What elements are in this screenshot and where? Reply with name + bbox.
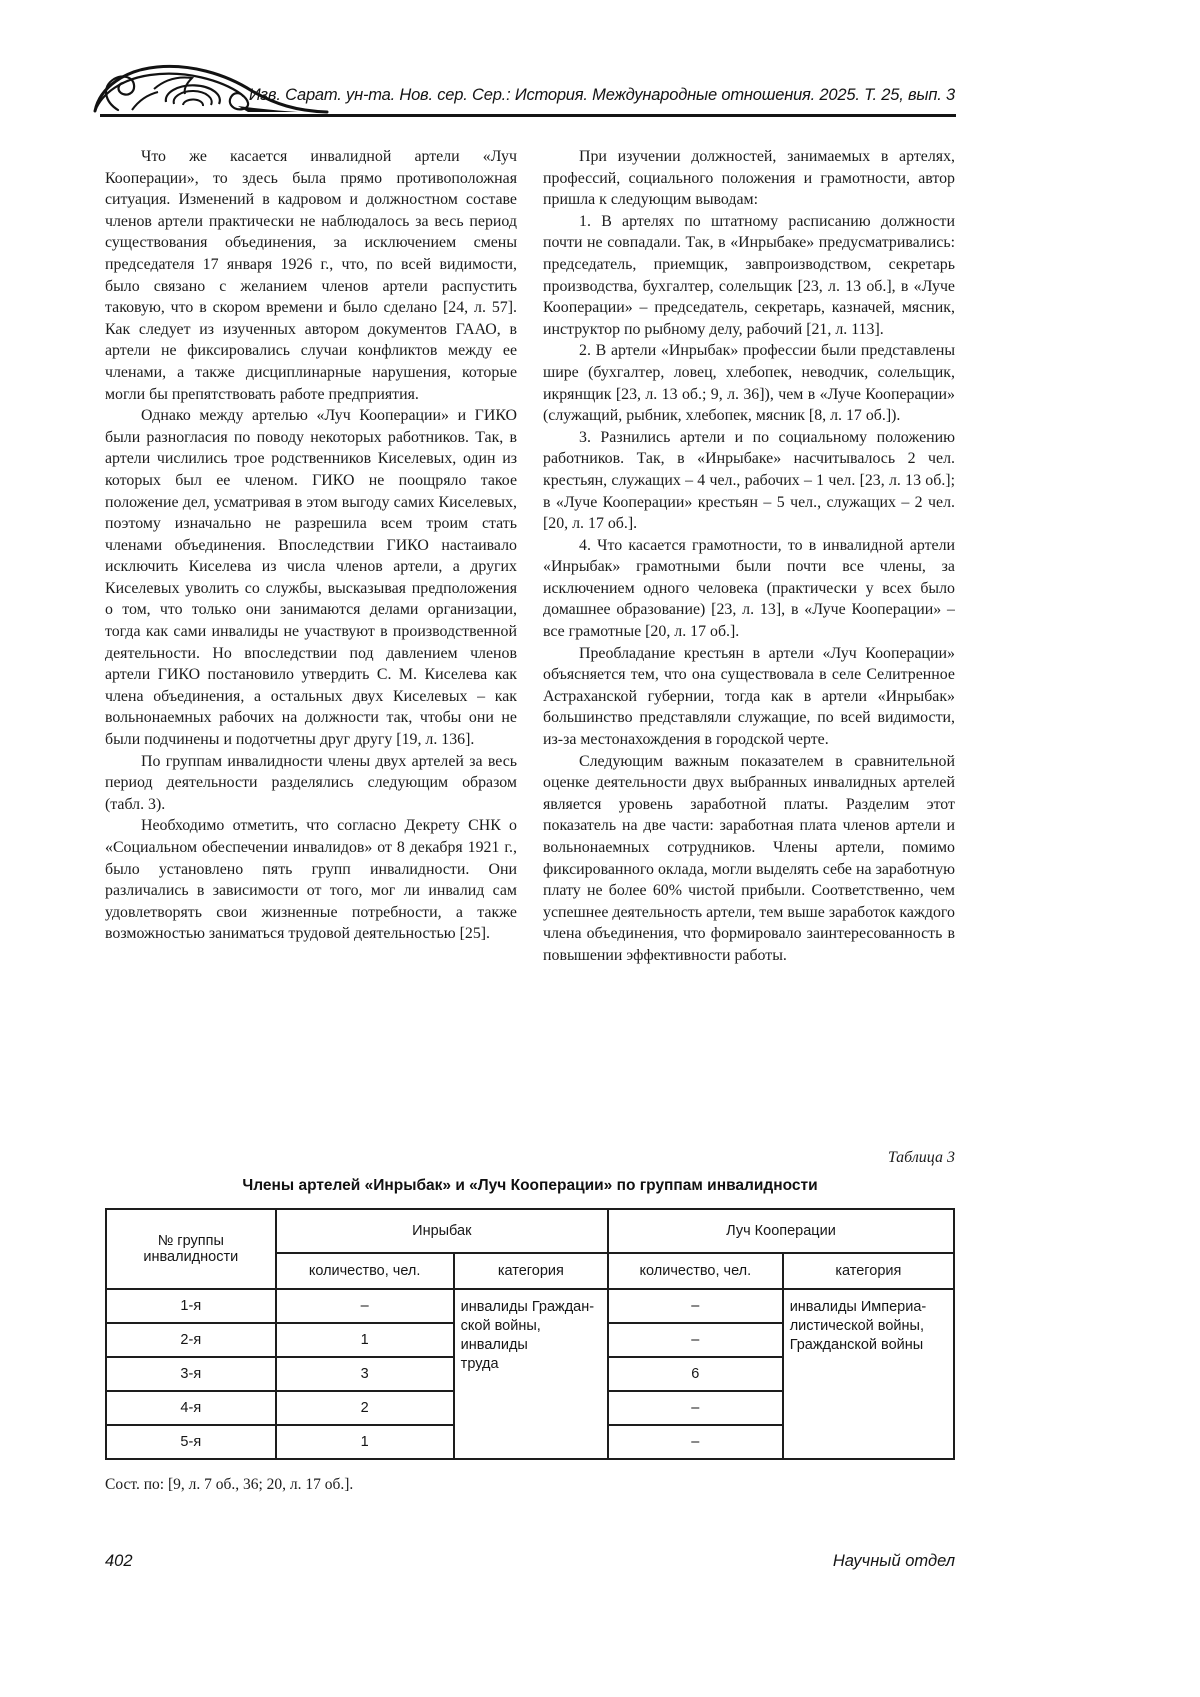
paragraph-right-5: 4. Что касается грамотности, то в инвалидной артели «Инрыбак» грамотными были почти все члены, за исключением одного человека (практически у всех было домашнее образование) [23, л. 13], в «Луче Кооперации» – все грамотные [20, л. 17 об.]. [543,536,955,641]
paragraph-right-1: При изучении должностей, занимаемых в артелях, профессий, социального положения и грамотности, автор пришла к следующим выводам: [543,148,955,209]
col-header-group-number: № группы инвалидности [106,1209,276,1289]
col-header-luch-category: категория [783,1253,954,1289]
paragraph-right-3: 2. В артели «Инрыбак» профессии были представлены шире (бухгалтер, ловец, хлебопек, неводчик, солельщик, икрянщик [23, л. 13 об.; 9, л. 36]), чем в «Луче Кооперации» (служащий, рыбник, хлебопек, мясник [8, л. 17 об.]). [543,342,955,425]
paragraph-right-4: 3. Разнились артели и по социальному положению работников. Так, в «Инрыбаке» насчитывалось 2 чел. крестьян, служащих – 4 чел., рабочих – 1 чел. [23, л. 13 об.]; в «Луче Кооперации» крестьян – 5 чел., служащих – 2 чел. [20, л. 17 об.]. [543,428,955,533]
cell-inrybak-count-1: – [276,1289,454,1323]
cell-luch-count-3: 6 [608,1357,783,1391]
col-header-luch-kooperacii: Луч Кооперации [608,1209,954,1253]
header-rule [100,114,956,117]
cell-inrybak-count-4: 2 [276,1391,454,1425]
page-number: 402 [105,1552,133,1570]
cell-luch-count-1: – [608,1289,783,1323]
col-header-luch-count: количество, чел. [608,1253,783,1289]
journal-header-line: Изв. Сарат. ун-та. Нов. сер. Сер.: История. Международные отношения. 2025. Т. 25, вып. 3 [248,86,955,104]
article-body [105,146,955,967]
cell-group-5: 5-я [106,1425,276,1459]
invalidity-groups-table [105,1208,955,1460]
col-header-inrybak-category: категория [454,1253,608,1289]
running-section-title: Научный отдел [832,1552,955,1570]
paragraph-right-2: 1. В артелях по штатному расписанию должности почти не совпадали. Так, в «Инрыбаке» предусматривались: председатель, приемщик, завпроизводством, секретарь производства, бухгалтер, солельщик [23, л. 13 об.], в «Луче Кооперации» – председатель, секретарь, казначей, мясник, инструктор по рыбному делу, рабочий [21, л. 113]. [543,212,955,338]
cell-group-1: 1-я [106,1289,276,1323]
paragraph-left-1: Что же касается инвалидной артели «Луч Кооперации», то здесь была прямо противоположная ситуация. Изменений в кадровом и должностном составе членов артели практически не наблюдалось за весь период существования объединения, за исключением смены председателя 17 января 1926 г., что, по всей видимости, было связано с желанием членов артели распустить таковую, что в скором времени и было сделано [24, л. 57]. Как следует из изученных автором документов ГААО, в артели не фиксировались случаи конфликтов между ее членами, а также дисциплинарные нарушения, которые могли бы препятствовать работе предприятия. [105,148,517,403]
table-header-row-1 [106,1209,954,1253]
cell-luch-count-4: – [608,1391,783,1425]
paragraph-left-2: Однако между артелью «Луч Кооперации» и ГИКО были разногласия по поводу некоторых работников. Так, в артели числились трое родственников Киселевых, один из которых был ее членом. ГИКО не поощряло такое положение дел, усматривая в этом выгоду самих Киселевых, поэтому изначально не разрешила всем троим стать членами объединения. Впоследствии ГИКО настаивало исключить Киселева из числа членов артели, а других Киселевых уволить со службы, высказывая предположения о том, что только они занимаются делами организации, тогда как сами инвалиды не участвуют в производственной деятельности. Но впоследствии под давлением членов артели ГИКО постановило утвердить С. М. Киселева как члена объединения, а остальных двух Киселевых – как вольнонаемных рабочих на должности так, чтобы они не были подчинены и подотчетны друг другу [19, л. 136]. [105,407,517,749]
article-text-right-column [543,146,955,967]
cell-inrybak-count-3: 3 [276,1357,454,1391]
table-3-block [105,1148,955,1494]
paragraph-left-4: Необходимо отметить, что согласно Декрету СНК о «Социальном обеспечении инвалидов» от 8 декабря 1921 г., было установлено пять групп инвалидности. Они различались в зависимости от того, мог ли инвалид сам удовлетворять свои жизненные потребности, а также возможностью заниматься трудовой деятельностью [25]. [105,817,517,943]
cell-luch-count-2: – [608,1323,783,1357]
page-footer [105,1552,955,1571]
table-label: Таблица 3 [887,1149,955,1166]
cell-group-4: 4-я [106,1391,276,1425]
col-header-inrybak-count: количество, чел. [276,1253,454,1289]
cell-group-3: 3-я [106,1357,276,1391]
cell-group-2: 2-я [106,1323,276,1357]
paragraph-right-7: Следующим важным показателем в сравнительной оценке деятельности двух выбранных инвалидных артелей является уровень заработной платы. Разделим этот показатель на две части: заработная плата членов артели и вольнонаемных сотрудников. Члены артели, помимо фиксированного оклада, могли выделять себе на заработную плату не более 60% чистой прибыли. Соответственно, чем успешнее деятельность артели, тем выше заработок каждого члена объединения, что формировало заинтересованность в повышении эффективности работы. [543,752,955,964]
article-text-left-column [105,146,517,967]
table-row-group-1 [106,1289,954,1323]
table-title: Члены артелей «Инрыбак» и «Луч Кооперации» по группам инвалидности [242,1177,818,1194]
table-source-note: Сост. по: [9, л. 7 об., 36; 20, л. 17 об.]. [105,1476,354,1493]
col-header-inrybak: Инрыбак [276,1209,608,1253]
cell-luch-category: инвалиды Империа- листической войны, Гражданской войны [783,1289,954,1459]
paragraph-right-6: Преобладание крестьян в артели «Луч Кооперации» объясняется тем, что она существовала в селе Селитренное Астраханской губернии, тогда как в артели «Инрыбак» большинство представляли служащие, по всей видимости, из-за местонахождения в городской черте. [543,644,955,749]
paragraph-left-3: По группам инвалидности члены двух артелей за весь период деятельности разделялись следующим образом (табл. 3). [105,752,517,813]
cell-inrybak-count-2: 1 [276,1323,454,1357]
cell-inrybak-count-5: 1 [276,1425,454,1459]
cell-inrybak-category: инвалиды Граждан- ской войны, инвалиды труда [454,1289,608,1459]
cell-luch-count-5: – [608,1425,783,1459]
